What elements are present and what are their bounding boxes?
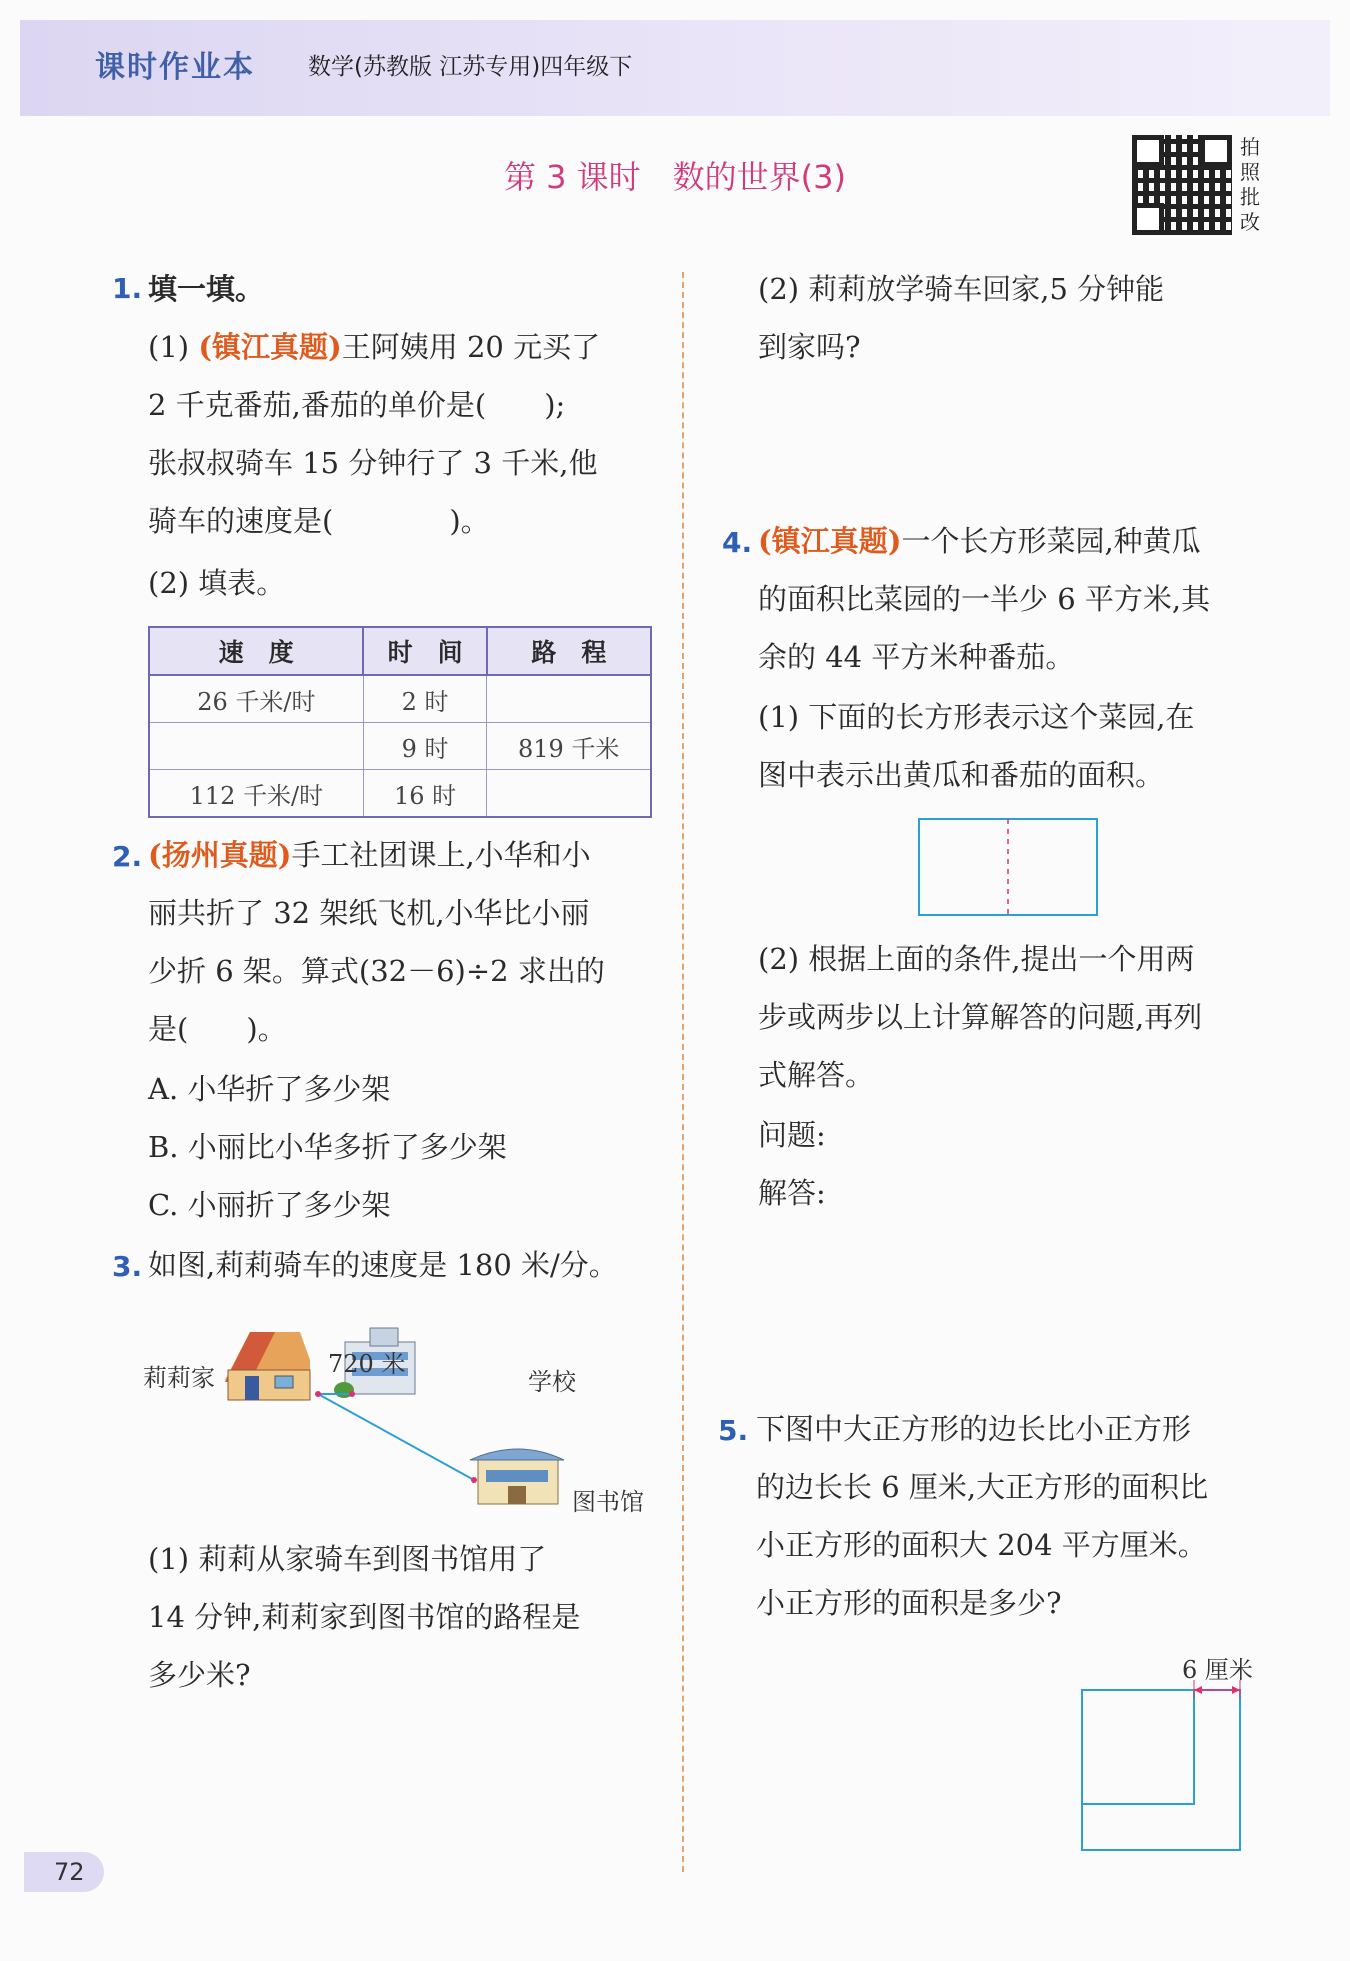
q1-part1-line2: 2 千克番茄,番茄的单价是( ); — [148, 388, 566, 422]
table-row — [149, 675, 651, 723]
table-header-row — [149, 627, 651, 675]
q5-line4: 小正方形的面积是多少? — [756, 1586, 1062, 1620]
q3-number: 3. — [112, 1250, 143, 1283]
q4-line3: 余的 44 平方米种番茄。 — [758, 640, 1075, 674]
table-cell: 26 千米/时 — [149, 675, 363, 723]
lesson-title: 第 3 课时 数的世界(3) — [503, 158, 847, 196]
distance-label: 720 米 — [328, 1350, 406, 1378]
q3-part2-line2: 到家吗? — [758, 330, 861, 364]
q2-line1: (扬州真题)手工社团课上,小华和小 — [148, 838, 591, 872]
q1-part1-line4: 骑车的速度是( )。 — [148, 504, 490, 538]
library-label: 图书馆 — [572, 1488, 644, 1516]
table-cell: 112 千米/时 — [149, 770, 363, 818]
q2-option-b[interactable]: B. 小丽比小华多折了多少架 — [148, 1130, 507, 1164]
square-diagram — [1078, 1680, 1246, 1856]
table-header: 速 度 — [149, 627, 363, 675]
q4-line2: 的面积比菜园的一半少 6 平方米,其 — [758, 582, 1211, 616]
q1-part1-line1: (1) (镇江真题)王阿姨用 20 元买了 — [148, 330, 601, 364]
brand-title: 课时作业本 — [95, 50, 255, 85]
source-tag: (镇江真题) — [198, 330, 342, 364]
q3-part1-line1: (1) 莉莉从家骑车到图书馆用了 — [148, 1542, 547, 1576]
q4-part1-line1: (1) 下面的长方形表示这个菜园,在 — [758, 700, 1195, 734]
table-cell[interactable] — [487, 675, 651, 723]
school-label: 学校 — [528, 1368, 576, 1396]
table-cell: 9 时 — [363, 723, 487, 770]
table-cell: 2 时 — [363, 675, 487, 723]
qr-label: 拍 照 批 改 — [1240, 135, 1260, 234]
q2-line3: 少折 6 架。算式(32－6)÷2 求出的 — [148, 954, 605, 988]
q4-line1: (镇江真题)一个长方形菜园,种黄瓜 — [758, 524, 1201, 558]
q4-part1-line2: 图中表示出黄瓜和番茄的面积。 — [758, 758, 1165, 792]
garden-rectangle[interactable] — [918, 818, 1102, 918]
speed-table — [148, 626, 652, 818]
q4-part2-line3: 式解答。 — [758, 1058, 875, 1092]
subject-title: 数学(苏教版 江苏专用)四年级下 — [308, 54, 633, 80]
q3-part2-line1: (2) 莉莉放学骑车回家,5 分钟能 — [758, 272, 1165, 306]
qr-code-icon[interactable] — [1132, 135, 1232, 235]
library-icon — [470, 1449, 564, 1504]
house-icon — [225, 1332, 310, 1400]
q2-option-a[interactable]: A. 小华折了多少架 — [148, 1072, 391, 1106]
q3-part1-line2: 14 分钟,莉莉家到图书馆的路程是 — [148, 1600, 581, 1634]
table-cell[interactable] — [149, 723, 363, 770]
q1-title: 填一填。 — [148, 272, 265, 306]
source-tag: (镇江真题) — [758, 524, 902, 558]
q3-line1: 如图,莉莉骑车的速度是 180 米/分。 — [148, 1248, 618, 1282]
home-label: 莉莉家 — [143, 1364, 215, 1392]
q2-line2: 丽共折了 32 架纸飞机,小华比小丽 — [148, 896, 590, 930]
q5-line2: 的边长长 6 厘米,大正方形的面积比 — [756, 1470, 1209, 1504]
table-row — [149, 770, 651, 818]
column-divider — [682, 272, 684, 1872]
q2-option-c[interactable]: C. 小丽折了多少架 — [148, 1188, 391, 1222]
table-cell: 819 千米 — [487, 723, 651, 770]
q2-line4: 是( )。 — [148, 1012, 287, 1046]
q4-number: 4. — [722, 526, 753, 559]
q5-line1: 下图中大正方形的边长比小正方形 — [756, 1412, 1192, 1446]
dimension-label: 6 厘米 — [1182, 1656, 1253, 1684]
table-header: 路 程 — [487, 627, 651, 675]
source-tag: (扬州真题) — [148, 838, 292, 872]
table-header: 时 间 — [363, 627, 487, 675]
table-cell: 16 时 — [363, 770, 487, 818]
q1-part1-line3: 张叔叔骑车 15 分钟行了 3 千米,他 — [148, 446, 598, 480]
q1-part2-label: (2) 填表。 — [148, 566, 286, 600]
q4-part2-line1: (2) 根据上面的条件,提出一个用两 — [758, 942, 1195, 976]
question-label: 问题: — [758, 1118, 826, 1152]
page-number: 72 — [24, 1852, 104, 1892]
q5-number: 5. — [718, 1414, 749, 1447]
answer-label: 解答: — [758, 1176, 826, 1210]
q4-part2-line2: 步或两步以上计算解答的问题,再列 — [758, 1000, 1203, 1034]
table-cell[interactable] — [487, 770, 651, 818]
q1-number: 1. — [112, 272, 143, 305]
q5-line3: 小正方形的面积大 204 平方厘米。 — [756, 1528, 1207, 1562]
table-row — [149, 723, 651, 770]
q3-part1-line3: 多少米? — [148, 1658, 251, 1692]
q2-number: 2. — [112, 840, 143, 873]
